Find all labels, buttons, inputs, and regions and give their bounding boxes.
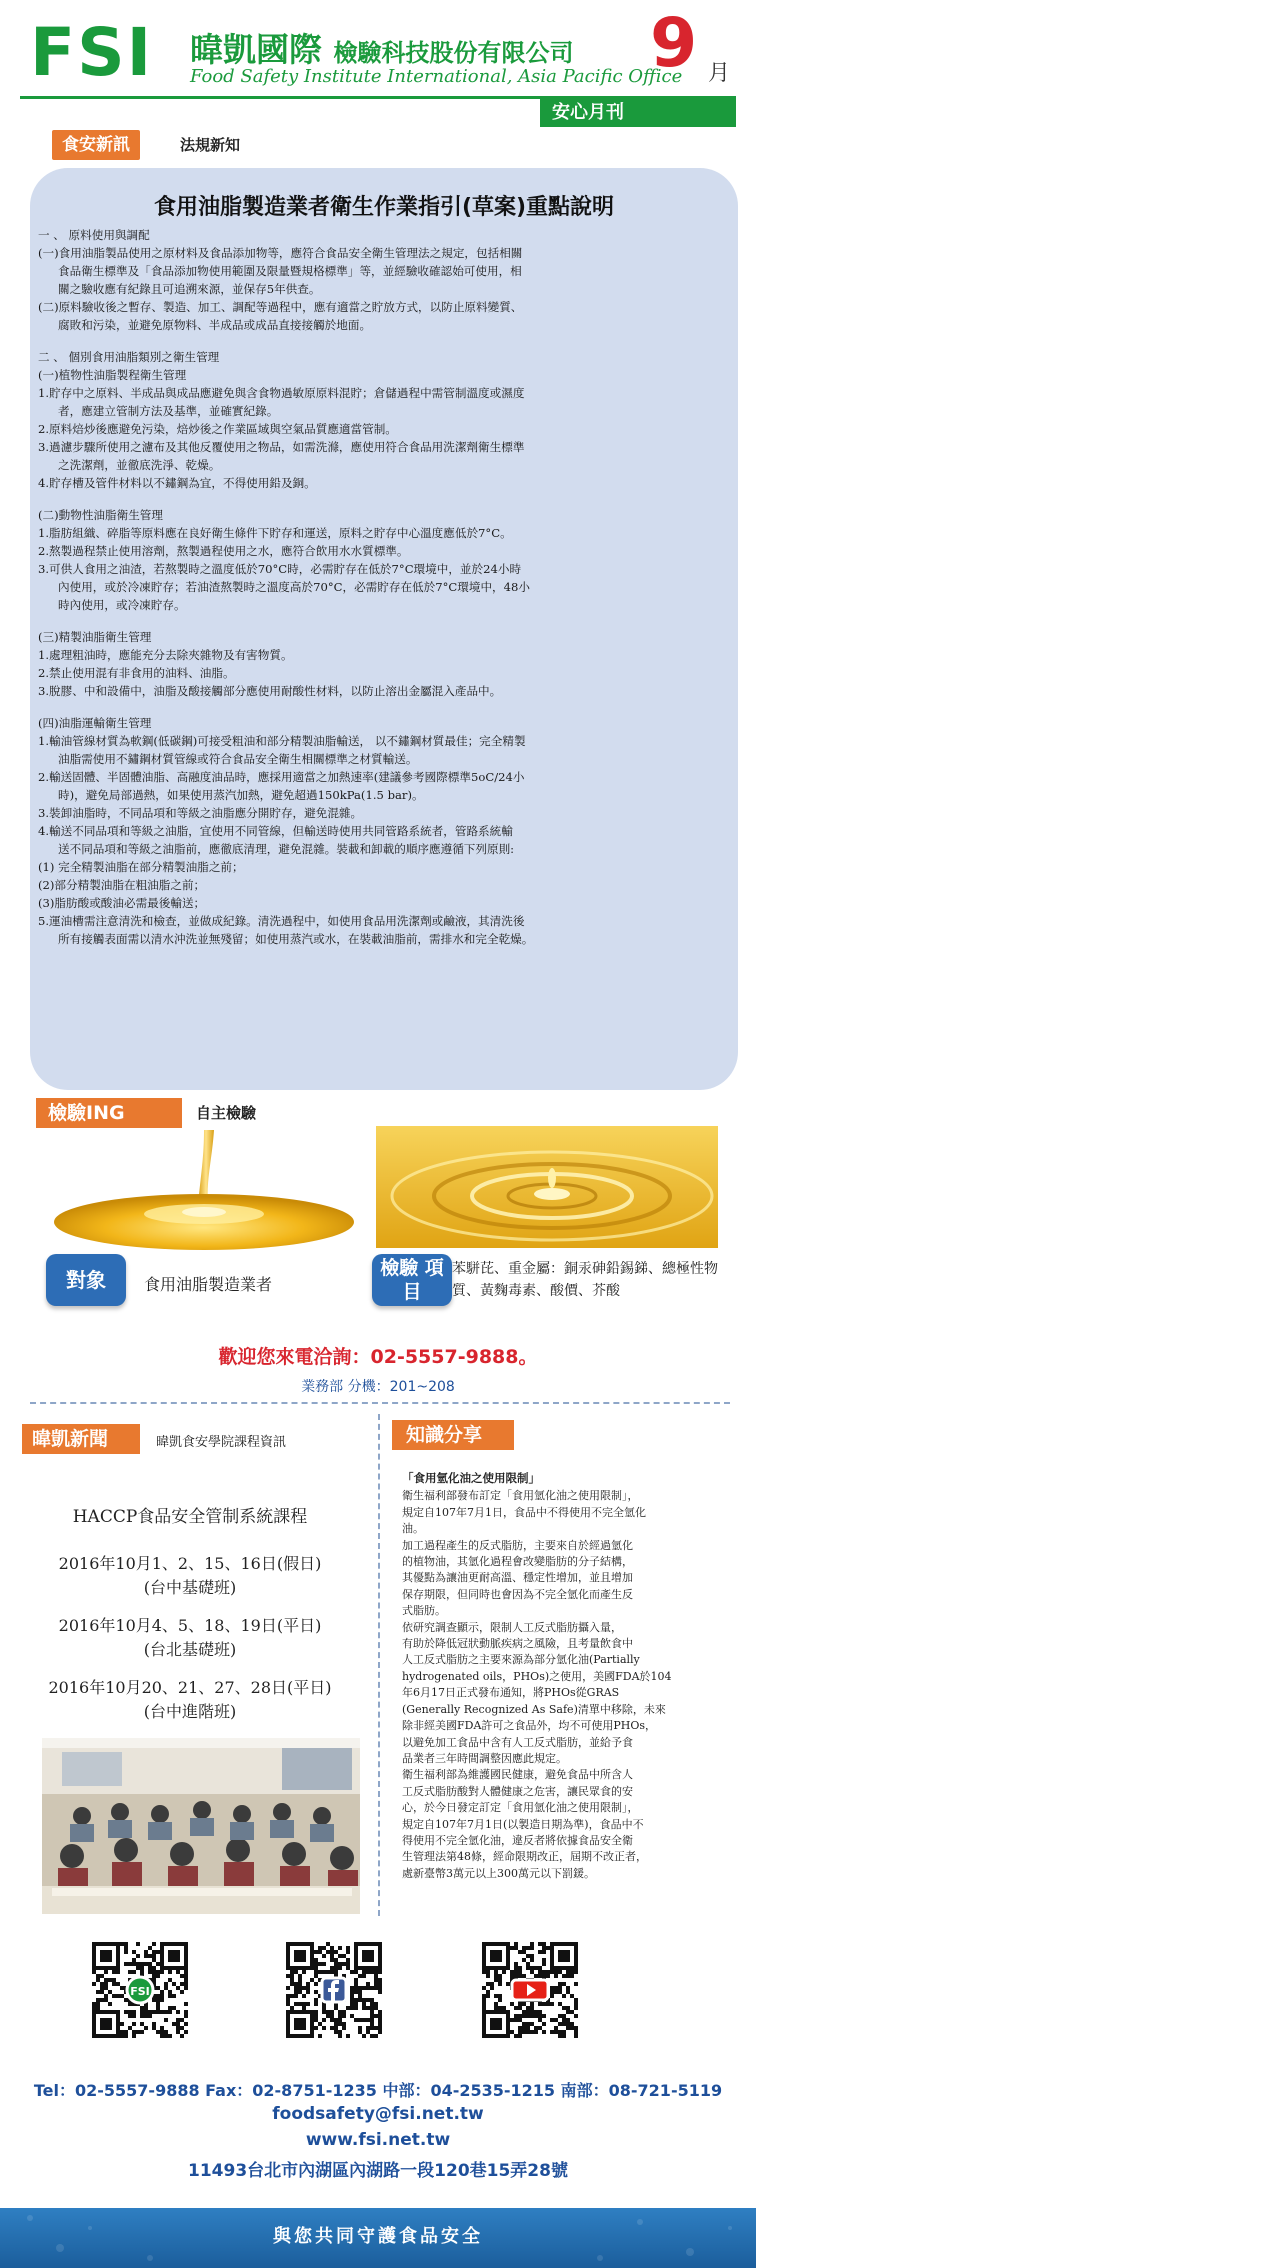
knowledge-line: 規定自107年7月1日(以製造日期為準)，食品中不: [402, 1817, 644, 1831]
article-line: 食品衛生標準及「食品添加物使用範圍及限量暨規格標準」等，並經驗收確認始可使用，相: [58, 264, 522, 278]
article-line: (一)食用油脂製品使用之原材料及食品添加物等，應符合食品安全衛生管理法之規定，包括相關: [38, 246, 523, 260]
self-inspection-label: 自主檢驗: [196, 1104, 257, 1122]
article-line: 2.熬製過程禁止使用溶劑，熬製過程使用之水，應符合飲用水水質標準。: [38, 544, 409, 558]
knowledge-line: 依研究調查顯示，限制人工反式脂肪攝入量，: [402, 1620, 622, 1634]
issue-month-char: 月: [708, 61, 731, 86]
issue-banner: [540, 99, 1268, 127]
article-line: 所有接觸表面需以清水沖洗並無殘留；如使用蒸汽或水，在裝載油脂前，需排水和完全乾燥。: [58, 932, 534, 946]
article-line: 1.脂肪組織、碎脂等原料應在良好衛生條件下貯存和運送，原料之貯存中心溫度應低於7°C。: [38, 526, 512, 540]
article-line: 送不同品項和等級之油脂前，應徹底清理，避免混雜。裝載和卸載的順序應遵循下列原則:: [58, 842, 515, 856]
article-line: (二)原料驗收後之暫存、製造、加工、調配等過程中，應有適當之貯放方式，以防止原料變質、: [38, 300, 523, 314]
course-session: [20, 1614, 360, 1662]
article-line: (一)植物性油脂製程衛生管理: [38, 368, 187, 382]
article-body: [38, 226, 732, 948]
course-dates: 2016年10月1、2、15、16日(假日): [58, 1554, 322, 1573]
paragraph-gap: [38, 614, 732, 628]
knowledge-heading: 「食用氫化油之使用限制」: [402, 1471, 540, 1485]
knowledge-line: 的植物油，其氫化過程會改變脂肪的分子結構，: [402, 1555, 633, 1569]
knowledge-line: 衛生福利部發布訂定「食用氫化油之使用限制」，: [402, 1489, 639, 1503]
tab-company-news: 暐凱新聞: [22, 1424, 140, 1454]
knowledge-line: 年6月17日正式發布通知，將PHOs從GRAS: [402, 1686, 620, 1700]
course-class-name: (台中基礎班): [143, 1578, 237, 1597]
issue-name: 安心月刊: [552, 102, 624, 123]
slogan-text: 與您共同守護食品安全: [273, 2226, 483, 2247]
article-line: (2)部分精製油脂在粗油脂之前；: [38, 878, 206, 892]
knowledge-line: (Generally Recognized As Safe)清單中移除，未來: [402, 1702, 666, 1716]
qr-fsi-icon: [92, 1942, 188, 2038]
article-line: 3.可供人食用之油渣，若熬製時之溫度低於70°C時，必需貯存在低於7°C環境中，並於24小時: [38, 562, 522, 576]
issue-month-number: 9: [650, 4, 698, 83]
article-line: 3.裝卸油脂時，不同品項和等級之油脂應分開貯存，避免混雜。: [38, 806, 363, 820]
target-audience-button[interactable]: 對象: [46, 1254, 126, 1306]
footer-phone-numbers: Tel：02-5557-9888 Fax：02-8751-1235 中部：04-2535-1215 南部：08-721-5119: [33, 2081, 723, 2100]
section-divider: [30, 1402, 730, 1404]
knowledge-line: 油。: [402, 1522, 424, 1536]
contact-phone-line: 歡迎您來電洽詢：02-5557-9888。: [218, 1346, 538, 1368]
tab-food-safety-news: 食安新訊: [52, 130, 140, 160]
article-line: 2.原料焙炒後應避免污染，焙炒後之作業區域與空氣品質應適當管制。: [38, 422, 397, 436]
course-session: [20, 1676, 360, 1724]
article-line: 1.處理粗油時，應能充分去除夾雜物及有害物質。: [38, 648, 293, 662]
article-line: 內使用，或於冷凍貯存；若油渣熬製時之溫度高於70°C，必需貯存在低於7°C環境中，48小: [58, 580, 531, 594]
article-line: 1.輸油管線材質為軟鋼(低碳鋼)可接受粗油和部分精製油脂輸送， 以不鏽鋼材質最佳；完全精製: [38, 734, 526, 748]
golden-ripple-image: [376, 1126, 718, 1248]
knowledge-line: 以避免加工食品中含有人工反式脂肪，並給予食: [402, 1735, 633, 1749]
course-class-name: (台北基礎班): [143, 1640, 237, 1659]
oil-pouring-image: [54, 1130, 364, 1254]
article-line: (3)脂肪酸或酸油必需最後輸送；: [38, 896, 206, 910]
qr-code-youtube[interactable]: [482, 1942, 578, 2038]
qr-facebook-icon: [286, 1942, 382, 2038]
article-line: (四)油脂運輸衛生管理: [38, 716, 152, 730]
article-line: 2.禁止使用混有非食用的油料、油脂。: [38, 666, 235, 680]
knowledge-line: 工反式脂肪酸對人體健康之危害，讓民眾食的安: [402, 1784, 633, 1798]
knowledge-line: hydrogenated oils，PHOs)之使用，美國FDA於104: [402, 1669, 672, 1683]
company-name-cn: [190, 24, 574, 71]
article-line: 一 、 原料使用與調配: [38, 228, 150, 242]
knowledge-line: 規定自107年7月1日，食品中不得使用不完全氫化: [402, 1505, 646, 1519]
column-divider: [378, 1414, 380, 1916]
inspection-items-button[interactable]: 檢驗 項目: [372, 1254, 452, 1306]
article-line: 者，應建立管制方法及基準，並確實紀錄。: [58, 404, 279, 418]
masthead: [0, 0, 1268, 130]
course-class-name: (台中進階班): [143, 1702, 237, 1721]
article-line: (1) 完全精製油脂在部分精製油脂之前；: [38, 860, 244, 874]
fsi-logo: FSI: [30, 14, 154, 91]
course-session: [20, 1552, 360, 1600]
tab-regulation-news: 法規新知: [180, 136, 241, 154]
knowledge-line: 心，於今日發定訂定「食用氫化油之使用限制」，: [402, 1801, 639, 1815]
company-name-sub: 檢驗科技股份有限公司: [333, 39, 574, 67]
target-audience-text: 食用油脂製造業者: [144, 1275, 273, 1294]
article-line: 之洗潔劑，並徹底洗淨、乾燥。: [58, 458, 221, 472]
sales-extension-line: 業務部 分機：201~208: [301, 1379, 455, 1395]
knowledge-line: 生管理法第48條，經命限期改正，屆期不改正者，: [402, 1850, 647, 1864]
academy-course-label: 暐凱食安學院課程資訊: [156, 1435, 287, 1450]
article-line: 3.脫膠、中和設備中，油脂及酸接觸部分應使用耐酸性材料，以防止溶出金屬混入產品中。: [38, 684, 502, 698]
knowledge-line: 式脂肪。: [402, 1604, 446, 1618]
knowledge-line: 處新臺幣3萬元以上300萬元以下罰鍰。: [402, 1866, 595, 1880]
classroom-photo: [42, 1738, 360, 1914]
inspection-items-text: 苯駢芘、重金屬：銅汞砷鉛錫銻、總極性物質、黃麴毒素、酸價、芥酸: [452, 1261, 718, 1299]
footer-email[interactable]: foodsafety@fsi.net.tw: [272, 2104, 484, 2124]
article-line: (二)動物性油脂衛生管理: [38, 508, 163, 522]
qr-fsi-label: FSI: [130, 1985, 150, 1998]
company-name-main: 暐凱國際: [190, 30, 322, 69]
article-line: 4.輸送不同品項和等級之油脂，宜使用不同管線，但輸送時使用共同管路系統者，管路系統輸: [38, 824, 513, 838]
article-line: 4.貯存槽及管件材料以不鏽鋼為宜，不得使用鉛及銅。: [38, 476, 316, 490]
footer-address: 11493台北市內湖區內湖路一段120巷15弄28號: [188, 2161, 568, 2181]
article-line: 腐敗和污染，並避免原物料、半成品或成品直接接觸於地面。: [58, 318, 372, 332]
article-line: 3.過濾步驟所使用之濾布及其他反覆使用之物品，如需洗滌，應使用符合食品用洗潔劑衛生標準: [38, 440, 525, 454]
paragraph-gap: [38, 334, 732, 348]
footer-website[interactable]: www.fsi.net.tw: [305, 2130, 451, 2150]
qr-code-facebook[interactable]: [286, 1942, 382, 2038]
oil-pouring-illustration: [54, 1130, 364, 1254]
knowledge-line: 人工反式脂肪之主要來源為部分氫化油(Partially: [402, 1653, 640, 1667]
knowledge-line: 有助於降低冠狀動脈疾病之風險，且考量飲食中: [402, 1637, 633, 1651]
article-line: 1.貯存中之原料、半成品與成品應避免與含食物過敏原原料混貯；倉儲過程中需管制溫度或濕度: [38, 386, 525, 400]
article-title: 食用油脂製造業者衛生作業指引(草案)重點說明: [153, 195, 615, 220]
company-name-en: Food Safety Institute International, Asia Pacific Office: [190, 66, 683, 87]
knowledge-article: [402, 1470, 732, 1882]
slogan-bar: [0, 2208, 756, 2268]
article-line: 時)，避免局部過熱，如果使用蒸汽加熱，避免超過150kPa(1.5 bar)。: [58, 788, 424, 802]
tab-inspection-ing: 檢驗ING: [36, 1098, 182, 1128]
course-title: HACCP食品安全管制系統課程: [72, 1507, 308, 1527]
classroom-illustration: [42, 1738, 360, 1914]
article-line: 油脂需使用不鏽鋼材質管線或符合食品安全衛生相關標準之材質輸送。: [58, 752, 418, 766]
qr-youtube-icon: [482, 1942, 578, 2038]
paragraph-gap: [38, 492, 732, 506]
article-line: (三)精製油脂衛生管理: [38, 630, 152, 644]
article-line: 二 、 個別食用油脂類別之衛生管理: [38, 350, 220, 364]
course-dates: 2016年10月4、5、18、19日(平日): [58, 1616, 322, 1635]
tab-knowledge-sharing: 知識分享: [392, 1420, 514, 1450]
ripple-illustration: [376, 1126, 718, 1248]
article-line: 5.運油槽需注意清洗和檢查，並做成紀錄。清洗過程中，如使用食品用洗潔劑或鹼液，其清洗後: [38, 914, 525, 928]
knowledge-line: 加工過程產生的反式脂肪，主要來自於經過氫化: [402, 1538, 633, 1552]
qr-code-fsi[interactable]: [92, 1942, 188, 2038]
paragraph-gap: [38, 700, 732, 714]
knowledge-line: 得使用不完全氫化油，違反者將依據食品安全衛: [402, 1833, 633, 1847]
knowledge-line: 品業者三年時間調整因應此規定。: [402, 1751, 567, 1765]
course-dates: 2016年10月20、21、27、28日(平日): [48, 1678, 332, 1697]
knowledge-line: 其優點為讓油更耐高溫、穩定性增加，並且增加: [402, 1571, 633, 1585]
article-line: 關之驗收應有紀錄且可追溯來源，並保存5年供查。: [58, 282, 321, 296]
article-line: 時內使用，或冷凍貯存。: [58, 598, 186, 612]
issue-year: 2016: [1212, 101, 1268, 125]
article-line: 2.輸送固體、半固體油脂、高融度油品時，應採用適當之加熱速率(建議參考國際標準5oC/24小: [38, 770, 525, 784]
knowledge-line: 除非經美國FDA許可之食品外，均不可使用PHOs，: [402, 1719, 657, 1733]
knowledge-line: 保存期限，但同時也會因為不完全氫化而產生反: [402, 1587, 633, 1601]
knowledge-line: 衛生福利部為維護國民健康，避免食品中所含人: [402, 1768, 633, 1782]
